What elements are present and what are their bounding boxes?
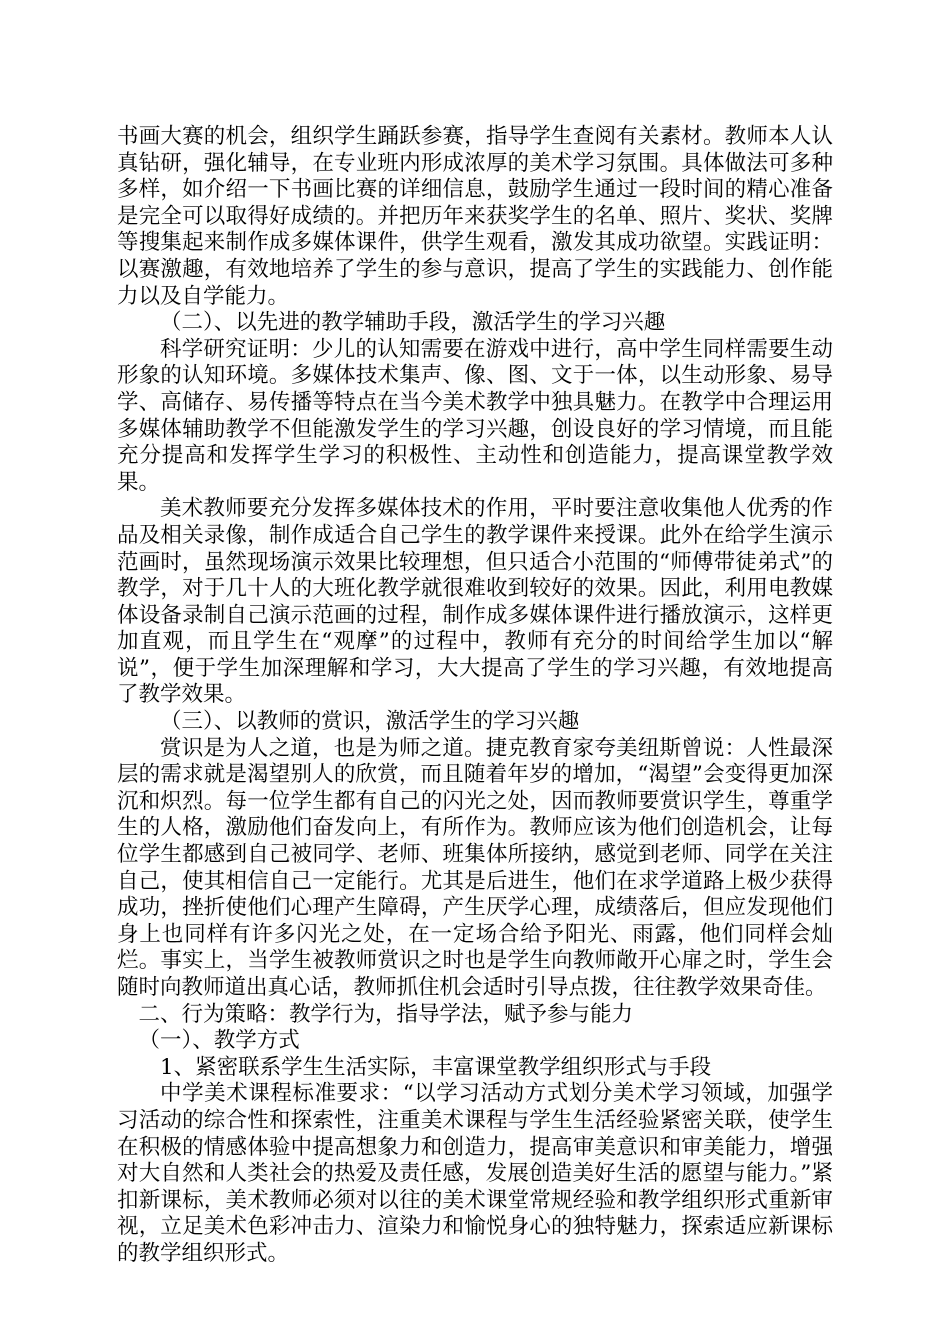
paragraph-curriculum-standard: 中学美术课程标准要求：“以学习活动方式划分美术学习领域，加强学习活动的综合性和探索性，注重美术课程与学生生活经验紧密关联，使学生在积极的情感体验中提高想象力和创造力，提高审美意识和审美能力，增强对大自然和人类社会的热爱及责任感，发展创造美好生活的愿望与能力。”紧扣新课标，美术教师必须对以往的美术课堂常规经验和教学组织形式重新审视，立足美术色彩冲击力、渲染力和愉悦身心的独特魅力，探索适应新课标的教学组织形式。	[117, 1081, 833, 1266]
document-body	[117, 124, 833, 1268]
paragraph-appreciation: 赏识是为人之道，也是为师之道。捷克教育家夸美纽斯曾说：人性最深层的需求就是渴望别人的欣赏，而且随着年岁的增加，“渴望”会变得更加深沉和炽烈。每一位学生都有自己的闪光之处，因而教师要赏识学生，尊重学生的人格，激励他们奋发向上，有所作为。教师应该为他们创造机会，让每位学生都感到自己被同学、老师、班集体所接纳，感觉到老师、同学在关注自己，使其相信自己一定能行。尤其是后进生，他们在求学道路上极少获得成功，挫折使他们心理产生障碍，产生厌学心理，成绩落后，但应发现他们身上也同样有许多闪光之处，在一定场合给予阳光、雨露，他们同样会灿烂。事实上，当学生被教师赏识之时也是学生向教师敞开心扉之时，学生会随时向教师道出真心话，教师抓住机会适时引导点拨，往往教学效果奇佳。	[117, 735, 833, 1000]
section-heading-behavior-strategy: 二、行为策略：教学行为，指导学法，赋予参与能力	[138, 1001, 634, 1027]
item-heading-student-life: 1、紧密联系学生生活实际，丰富课堂教学组织形式与手段	[160, 1054, 712, 1080]
paragraph-multimedia-teacher: 美术教师要充分发挥多媒体技术的作用，平时要注意收集他人优秀的作品及相关录像，制作成适合自己学生的教学课件来授课。此外在给学生演示范画时，虽然现场演示效果比较理想，但只适合小范围的“师傅带徒弟式”的教学，对于几十人的大班化教学就很难收到较好的效果。因此，利用电教媒体设备录制自己演示范画的过程，制作成多媒体课件进行播放演示，这样更加直观，而且学生在“观摩”的过程中，教师有充分的时间给学生加以“解说”，便于学生加深理解和学习，大大提高了学生的学习兴趣，有效地提高了教学效果。	[117, 496, 833, 708]
paragraph-competition-intro: 书画大赛的机会，组织学生踊跃参赛，指导学生查阅有关素材。教师本人认真钻研，强化辅导，在专业班内形成浓厚的美术学习氛围。具体做法可多种多样，如介绍一下书画比赛的详细信息，鼓励学生通过一段时间的精心准备是完全可以取得好成绩的。并把历年来获奖学生的名单、照片、奖状、奖牌等搜集起来制作成多媒体课件，供学生观看，激发其成功欲望。实践证明：以赛激趣，有效地培养了学生的参与意识，提高了学生的实践能力、创作能力以及自学能力。	[117, 124, 833, 309]
section-heading-multimedia: （二）、以先进的教学辅助手段，激活学生的学习兴趣	[160, 310, 666, 336]
subsection-heading-teaching-method: （一）、教学方式	[138, 1028, 300, 1054]
section-heading-appreciation: （三）、以教师的赏识，激活学生的学习兴趣	[160, 709, 580, 735]
paragraph-multimedia-research: 科学研究证明：少儿的认知需要在游戏中进行，高中学生同样需要生动形象的认知环境。多媒体技术集声、像、图、文于一体，以生动形象、易导学、高储存、易传播等特点在当今美术教学中独具魅力。在教学中合理运用多媒体辅助教学不但能激发学生的学习兴趣，创设良好的学习情境，而且能充分提高和发挥学生学习的积极性、主动性和创造能力，提高课堂教学效果。	[117, 336, 833, 495]
